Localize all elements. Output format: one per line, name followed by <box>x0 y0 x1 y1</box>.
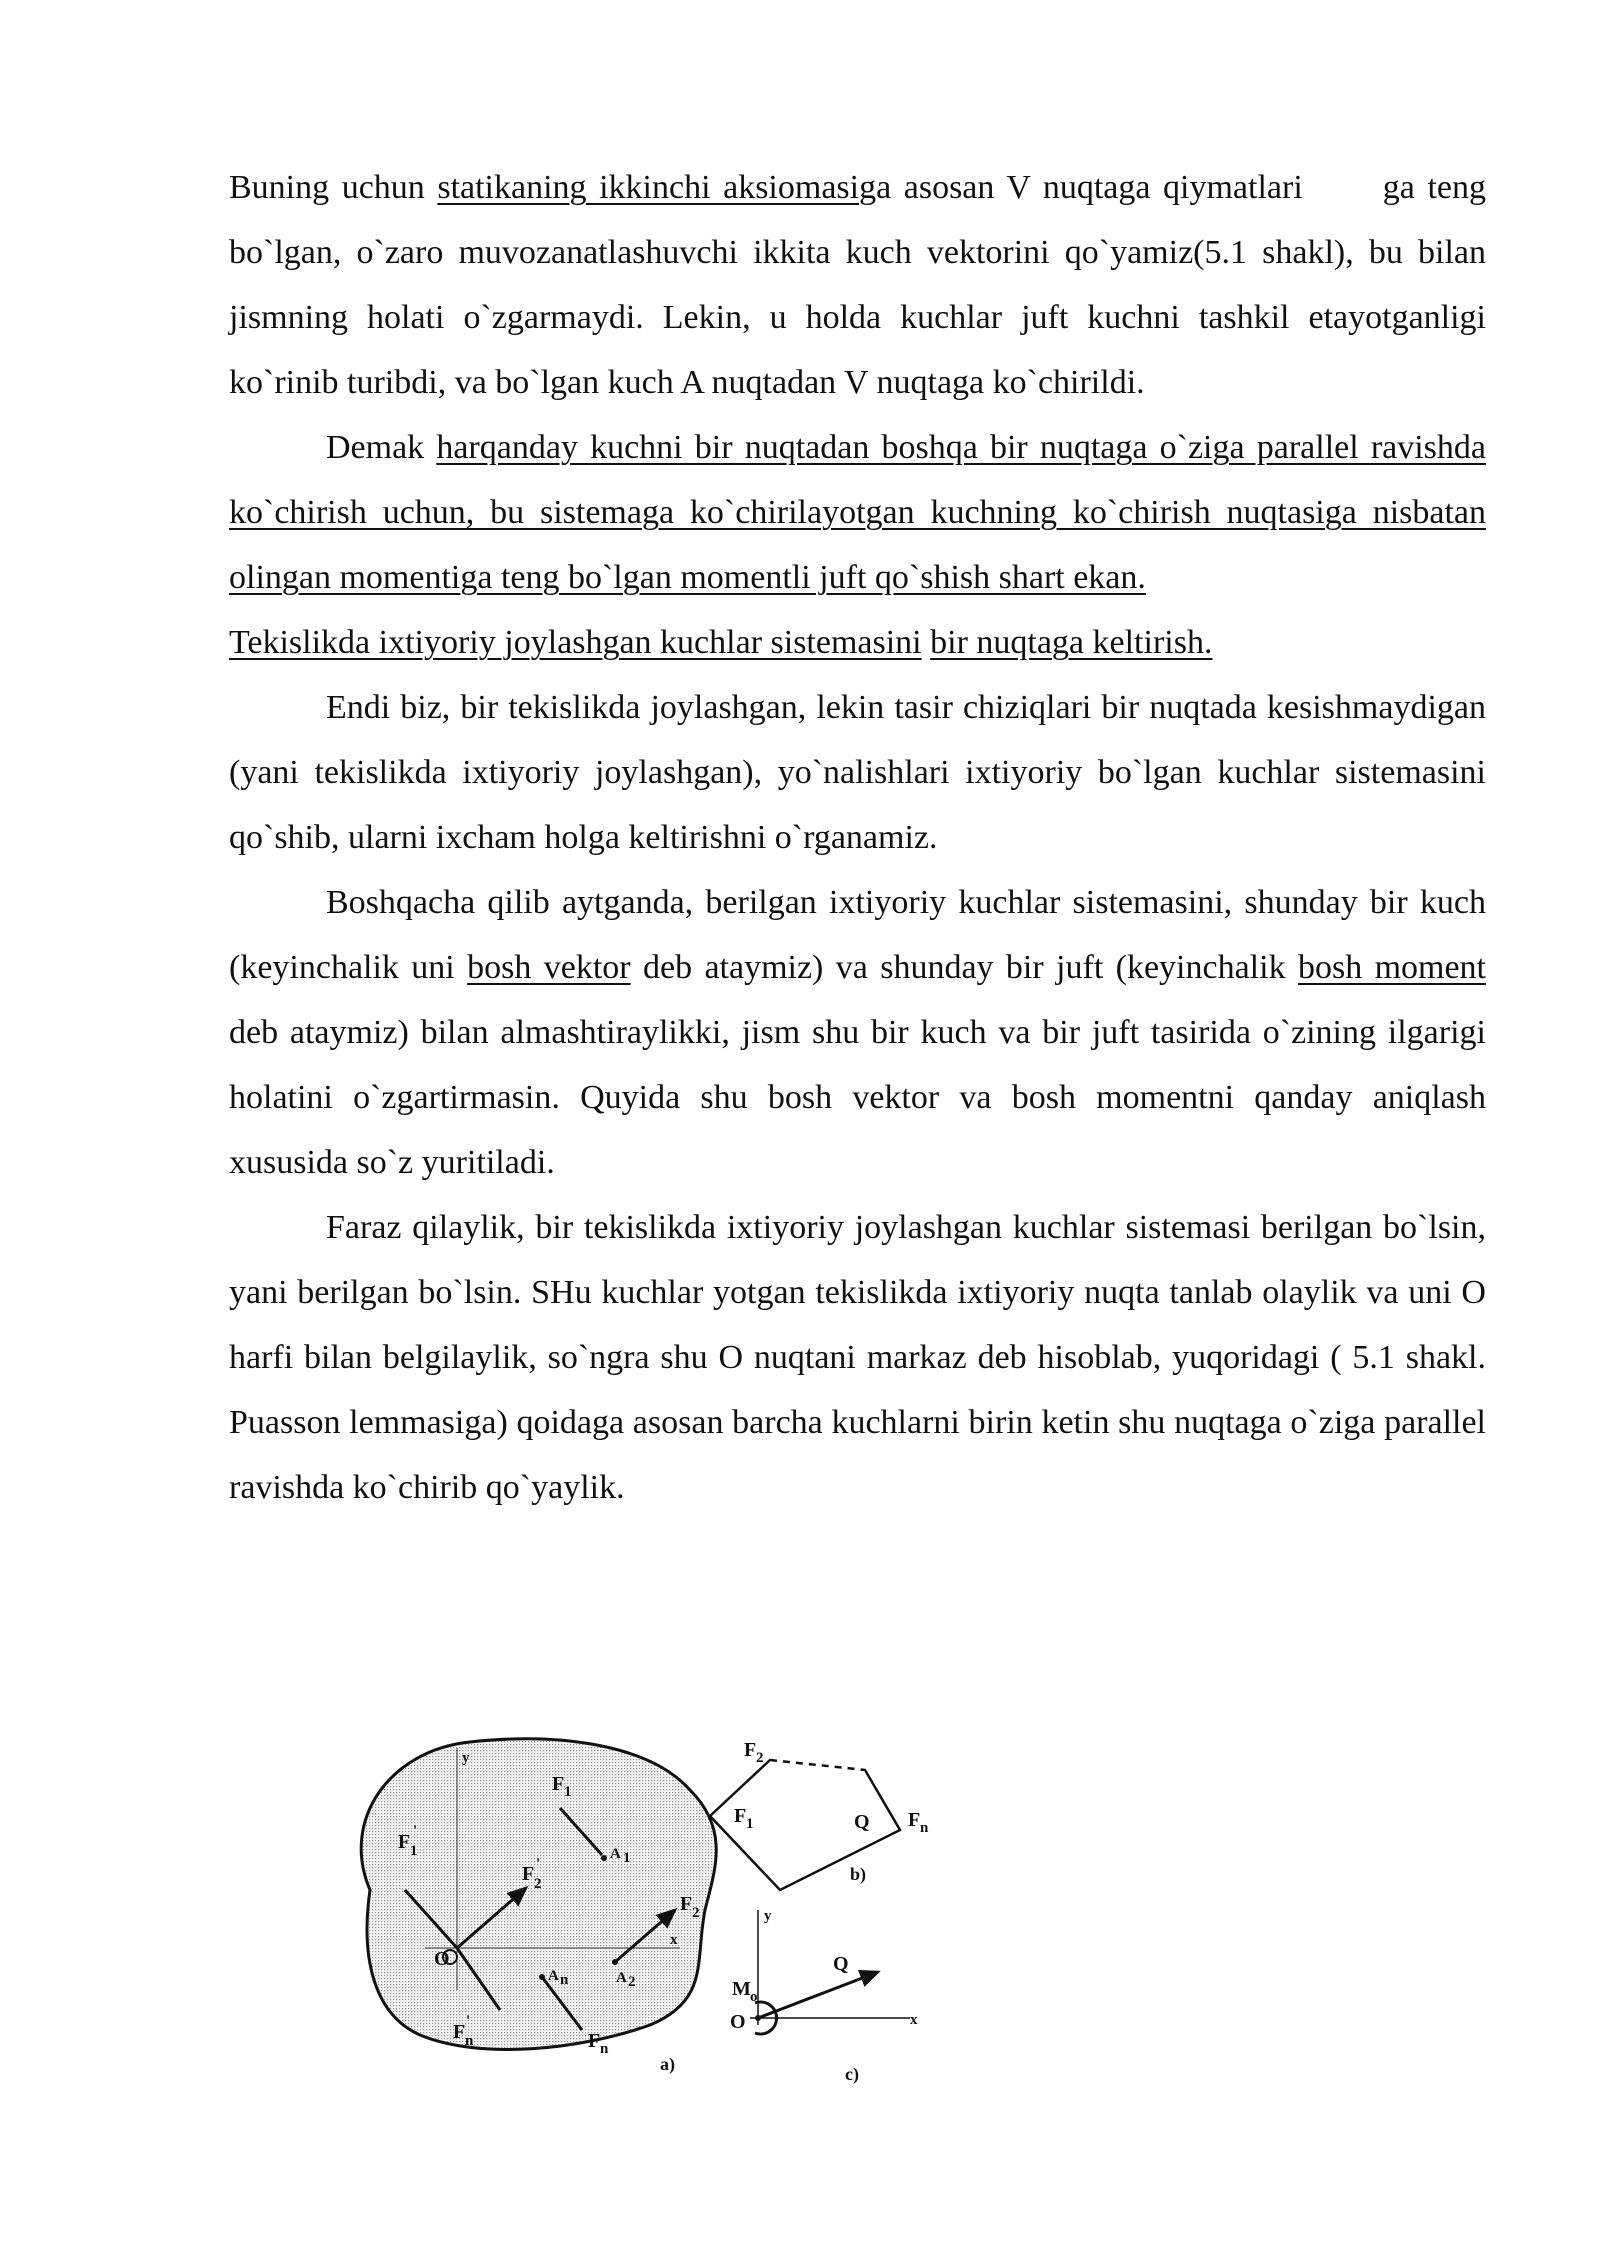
panel-c <box>730 1908 918 2085</box>
term-bosh-vektor: bosh vektor <box>467 949 631 986</box>
label-F1: F <box>552 1773 565 1795</box>
label-An-sub: n <box>560 1972 569 1988</box>
caption-c: c) <box>845 2064 859 2084</box>
label-b-F2: F <box>744 1739 757 1761</box>
underlined-statement: harqanday kuchni bir nuqtadan boshqa bir nuqtaga o`ziga parallel ravishda ko`chirish uchun, bu sistemaga ko`chirilayotgan kuchning ko`chirish nuqtasiga nisbatan olingan momentiga teng bo`lgan momentli juft qo`shish shart ekan. <box>229 429 1487 596</box>
label-F2: F <box>680 1893 693 1915</box>
origin-label: O <box>434 1948 450 1970</box>
text-run: Boshqacha qilib aytganda, berilgan ixtiyoriy kuchlar sistemasini, shunday bir kuch (keyinchalik uni <box>229 884 1486 986</box>
c-axis-label-y: y <box>764 1908 772 1924</box>
text-run: Demak <box>326 429 437 466</box>
caption-a: a) <box>660 2054 675 2074</box>
rigid-body-shape <box>361 1739 716 2050</box>
label-A2-sub: 2 <box>628 1974 636 1990</box>
panel-a <box>361 1739 716 2075</box>
label-Fn-prime-mark: ' <box>466 2013 471 2029</box>
point-An <box>539 1974 545 1980</box>
label-F2-prime-mark: ' <box>536 1856 541 1872</box>
label-Fn-sub: n <box>600 2041 609 2057</box>
label-F2-prime-sub: 2 <box>534 1876 542 1892</box>
label-A1-sub: 1 <box>623 1850 631 1866</box>
axis-label-x: x <box>670 1932 678 1948</box>
label-Fn: F <box>588 2030 601 2052</box>
paragraph-1 <box>229 155 1486 415</box>
label-b-Fn-sub: n <box>920 1820 929 1836</box>
caption-b: b) <box>850 1864 867 1884</box>
label-F1-sub: 1 <box>564 1784 572 1800</box>
label-An: A <box>548 1968 559 1984</box>
text-run: ga <box>1382 169 1415 206</box>
c-resultant-Q-vector <box>758 1972 878 2018</box>
label-c-Mo-sub: o <box>750 1989 758 2005</box>
figure-drawing <box>330 1720 970 2100</box>
label-Fn-prime-sub: n <box>465 2033 474 2049</box>
paragraph-3: Endi biz, bir tekislikda joylashgan, lekin tasir chiziqlari bir nuqtada kesishmaydigan (yani tekislikda ixtiyoriy joylashgan), yo`nalishlari ixtiyoriy bo`lgan kuchlar sistemasini qo`shib, ularni ixcham holga keltirishni o`rganamiz. <box>229 689 1486 856</box>
text-run: deb ataymiz) va shunday bir juft (keyinchalik <box>630 949 1298 986</box>
paragraph-2 <box>229 415 1486 610</box>
panel-b <box>710 1739 929 1890</box>
label-F1-prime-mark: ' <box>413 1823 418 1839</box>
text-run: Buning uchun <box>229 169 438 206</box>
label-b-F2-sub: 2 <box>756 1750 764 1766</box>
c-axis-label-x: x <box>910 2012 918 2028</box>
point-A1 <box>601 1855 607 1861</box>
label-b-Fn: F <box>908 1809 921 1831</box>
label-F1-prime: F <box>398 1831 411 1853</box>
label-F2-prime: F <box>522 1863 535 1885</box>
heading-part-1: Tekislikda ixtiyoriy joylashgan kuchlar sistemasini <box>229 624 922 661</box>
paragraph-4 <box>229 870 1486 1195</box>
text-run: ga asosan V nuqtaga qiymatlari <box>859 169 1303 206</box>
heading-part-2: bir nuqtaga keltirish. <box>930 624 1213 661</box>
text-body <box>229 155 1486 1520</box>
label-F2-sub: 2 <box>692 1905 700 1921</box>
paragraph-5: Faraz qilaylik, bir tekislikda ixtiyoriy joylashgan kuchlar sistemasi berilgan bo`lsin, yani berilgan bo`lsin. SHu kuchlar yotgan tekislikda ixtiyoriy nuqta tanlab olaylik va uni O harfi bilan belgilaylik, so`ngra shu O nuqtani markaz deb hisoblab, yuqoridagi ( 5.1 shakl. Puasson lemmasiga) qoidaga asosan barcha kuchlarni birin ketin shu nuqtaga o`ziga parallel ravishda ko`chirib qo`yaylik. <box>229 1209 1486 1506</box>
text-run: deb ataymiz) bilan almashtiraylikki, jism shu bir kuch va bir juft tasirida o`zining ilgarigi holatini o`zgartirmasin. Quyida shu bosh vektor va bosh momentni qanday aniqlash xususida so`z yuritiladi. <box>229 1014 1486 1181</box>
point-A2 <box>612 1959 618 1965</box>
label-b-Q: Q <box>854 1811 870 1833</box>
underlined-term: statikaning ikkinchi aksiomasi <box>437 169 860 206</box>
c-origin-label: O <box>730 2011 746 2033</box>
text-run: teng bo`lgan, o`zaro muvozanatlashuvchi ikkita kuch vektorini qo`yamiz(5.1 shakl), bu bilan jismning holati o`zgarmaydi. Lekin, u holda kuchlar juft kuchni tashkil etayotganligi ko`rinib turibdi, va bo`lgan kuch A nuqtadan V nuqtaga ko`chirildi. <box>229 169 1486 401</box>
term-bosh-moment: bosh moment <box>1297 949 1487 986</box>
label-Fn-prime: F <box>453 2021 466 2043</box>
label-b-F1-sub: 1 <box>746 1816 754 1832</box>
label-b-F1: F <box>734 1805 747 1827</box>
figure-5-1 <box>330 1720 970 2100</box>
label-A2: A <box>616 1970 627 1986</box>
label-c-Q: Q <box>833 1953 849 1975</box>
label-c-Mo: M <box>732 1978 751 2000</box>
section-heading <box>229 610 1486 675</box>
axis-label-y: y <box>462 1750 470 1766</box>
label-F1-prime-sub: 1 <box>410 1843 418 1859</box>
label-A1: A <box>610 1846 621 1862</box>
